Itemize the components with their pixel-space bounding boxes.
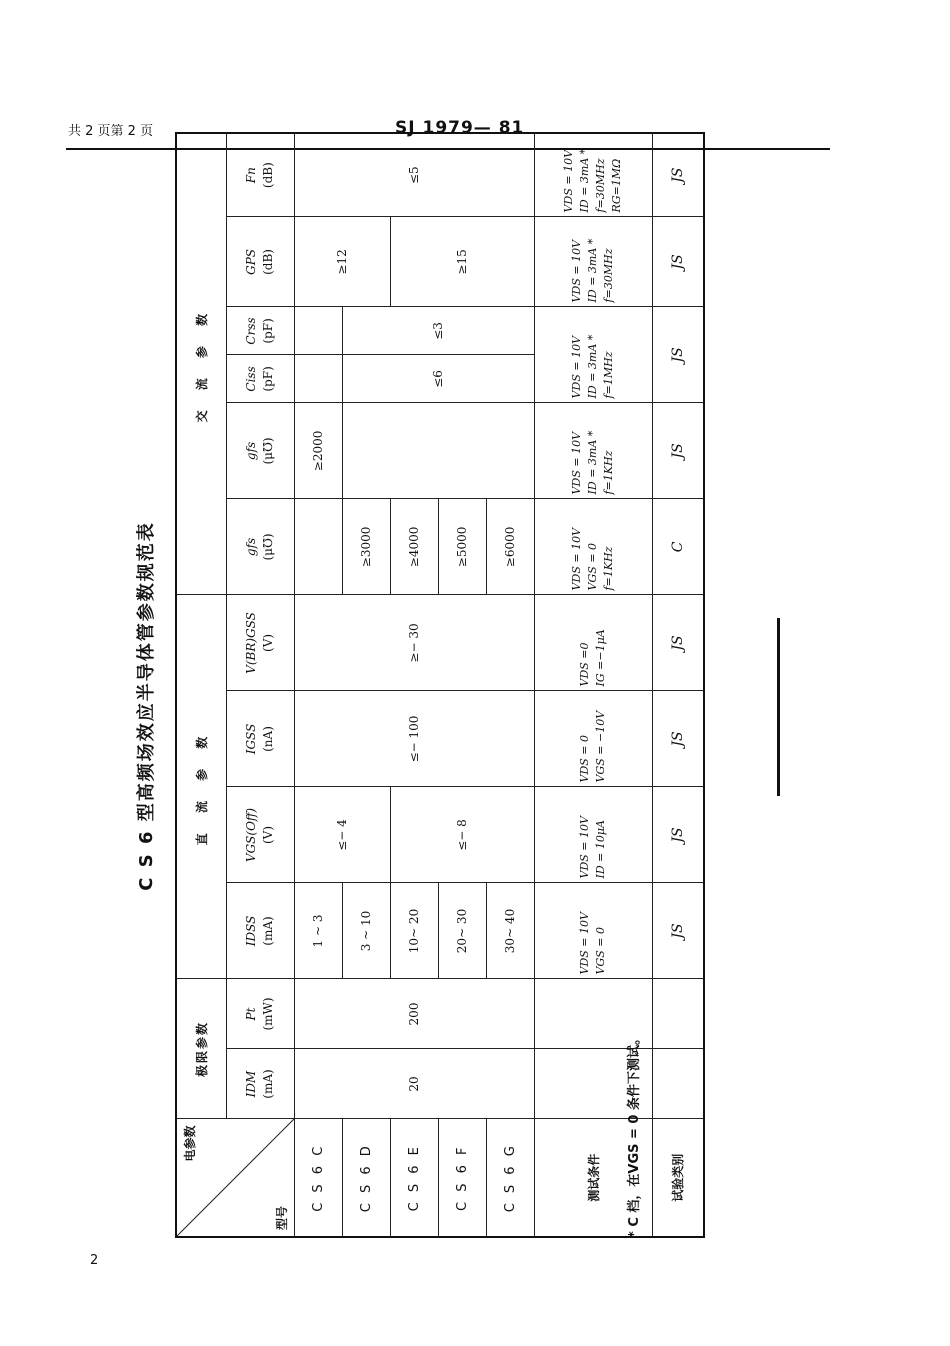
gfs1-cs6e: ≥4000: [390, 499, 438, 595]
class-capacitance: JS: [652, 307, 704, 403]
crss-value: ≤3: [342, 307, 534, 355]
gfs1-cs6f: ≥5000: [438, 499, 486, 595]
test-class-label: 试验类别: [652, 1119, 704, 1237]
corner-cell: [176, 1119, 294, 1237]
model-cs6d: C S 6 D: [342, 1119, 390, 1237]
cond-capacitance: VDS = 10V ID = 3mA * f=1MHz: [534, 307, 652, 403]
class-vbrgss: JS: [652, 595, 704, 691]
corner-top-label: 电参数: [183, 1125, 197, 1162]
model-cs6e: C S 6 E: [390, 1119, 438, 1237]
gfs1-cs6c: [294, 499, 342, 595]
cond-gps: VDS = 10V ID = 3mA * f=30MHz: [534, 217, 652, 307]
param-vgsoff: VGS(Off) (V): [226, 787, 294, 883]
idss-cs6d: 3 ~ 10: [342, 883, 390, 979]
standard-number: SJ 1979— 81: [395, 118, 525, 138]
param-gps: GPS (dB): [226, 217, 294, 307]
gfs2-cs6c: ≥2000: [294, 403, 342, 499]
cond-gfs2: VDS = 10V ID = 3mA * f=1KHz: [534, 403, 652, 499]
class-vgsoff: JS: [652, 787, 704, 883]
footnote: * C 档，在VGS = 0 条件下测试。: [627, 1031, 642, 1238]
igss-value: ≤− 100: [294, 691, 534, 787]
gfs1-cs6g: ≥6000: [486, 499, 534, 595]
cond-idss: VDS = 10V VGS = 0: [534, 883, 652, 979]
gps-cd: ≥12: [294, 217, 390, 307]
crss-cs6c: [294, 307, 342, 355]
class-igss: JS: [652, 691, 704, 787]
vbrgss-value: ≥− 30: [294, 595, 534, 691]
idss-cs6g: 30~ 40: [486, 883, 534, 979]
margin-bar: [777, 618, 780, 796]
class-gps: JS: [652, 217, 704, 307]
cond-igss: VDS = 0 VGS = −10V: [534, 691, 652, 787]
model-cs6c: C S 6 C: [294, 1119, 342, 1237]
gfs1-cs6d: ≥3000: [342, 499, 390, 595]
cond-vbrgss: VDS =0 IG =−1μA: [534, 595, 652, 691]
cond-vgsoff: VDS = 10V ID = 10μA: [534, 787, 652, 883]
class-idm: [652, 1049, 704, 1119]
param-ciss: Ciss (pF): [226, 355, 294, 403]
class-fn: JS: [652, 133, 704, 217]
param-idm: IDM (mA): [226, 1049, 294, 1119]
test-conditions-label: 测试条件: [534, 1119, 652, 1237]
vgsoff-cd: ≤− 4: [294, 787, 390, 883]
class-gfs2: JS: [652, 403, 704, 499]
group-ac-params: 交 流 参 数: [176, 133, 226, 595]
class-idss: JS: [652, 883, 704, 979]
gps-efg: ≥15: [390, 217, 534, 307]
ciss-cs6c: [294, 355, 342, 403]
gfs2-defg: [342, 403, 534, 499]
rotated-table-region: [127, 148, 686, 1238]
group-limit-params: 极限参数: [176, 979, 226, 1119]
param-fn: Fn (dB): [226, 133, 294, 217]
model-cs6f: C S 6 F: [438, 1119, 486, 1237]
class-pt: [652, 979, 704, 1049]
ciss-value: ≤6: [342, 355, 534, 403]
vgsoff-efg: ≤− 8: [390, 787, 534, 883]
idss-cs6c: 1 ~ 3: [294, 883, 342, 979]
class-gfs1: C: [652, 499, 704, 595]
table-title: C S 6 型高频场效应半导体管参数规范表: [136, 521, 157, 891]
page-number: 2: [90, 1253, 99, 1268]
param-gfs-1: gfs (μ℧): [226, 499, 294, 595]
param-idss: IDSS (mA): [226, 883, 294, 979]
group-dc-params: 直 流 参 数: [176, 595, 226, 979]
page-count-label: 共 2 页第 2 页: [68, 124, 154, 139]
fn-value: ≤5: [294, 133, 534, 217]
param-vbrgss: V(BR)GSS (V): [226, 595, 294, 691]
idm-value: 20: [294, 1049, 534, 1119]
cond-fn: VDS = 10V ID = 3mA * f=30MHz RG=1MΩ: [534, 133, 652, 217]
idss-cs6f: 20~ 30: [438, 883, 486, 979]
idss-cs6e: 10~ 20: [390, 883, 438, 979]
param-gfs-2: gfs (μ℧): [226, 403, 294, 499]
cond-gfs1: VDS = 10V VGS = 0 f=1KHz: [534, 499, 652, 595]
param-crss: Crss (pF): [226, 307, 294, 355]
param-igss: IGSS (nA): [226, 691, 294, 787]
model-cs6g: C S 6 G: [486, 1119, 534, 1237]
param-pt: Pt (mW): [226, 979, 294, 1049]
corner-bottom-label: 型号: [274, 1205, 289, 1230]
pt-value: 200: [294, 979, 534, 1049]
